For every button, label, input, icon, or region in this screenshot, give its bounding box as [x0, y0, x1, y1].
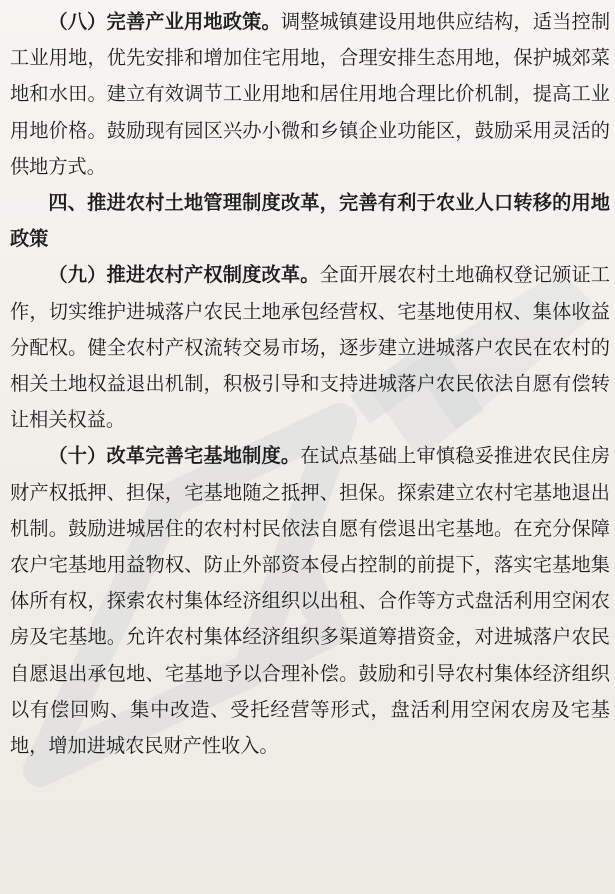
paragraph-9-text: 全面开展农村土地确权登记颁证工作，切实维护进城落户农民土地承包经营权、宅基地使用权、集体收益分配权。健全农村产权流转交易市场，逐步建立进城落户农民在农村的相关土地权益退出机制，积极引导和支持进城落户农民依法自愿有偿转让相关权益。: [10, 263, 611, 432]
paragraph-9-lead: （九）推进农村产权制度改革。: [48, 263, 320, 287]
document-body: [10, 4, 610, 764]
paragraph-10-lead: （十）改革完善宅基地制度。: [48, 444, 301, 468]
paragraph-8-text: 调整城镇建设用地供应结构，适当控制工业用地，优先安排和增加住宅用地，合理安排生态用地，保护城郊菜地和水田。建立有效调节工业用地和居住用地合理比价机制，提高工业用地价格。鼓励现有园区兴办小微和乡镇企业功能区，鼓励采用灵活的供地方式。: [10, 10, 611, 178]
paragraph-8: [10, 4, 610, 185]
paragraph-10: [10, 438, 610, 764]
paragraph-8-lead: （八）完善产业用地政策。: [48, 10, 281, 33]
section-4-heading: 四、推进农村土地管理制度改革，完善有利于农业人口转移的用地政策: [10, 191, 610, 251]
paragraph-9: [10, 257, 610, 438]
paragraph-10-text: 在试点基础上审慎稳妥推进农民住房财产权抵押、担保，宅基地随之抵押、担保。探索建立农村宅基地退出机制。鼓励进城居住的农村村民依法自愿有偿退出宅基地。在充分保障农户宅基地用益物权、防止外部资本侵占控制的前提下，落实宅基地集体所有权，探索农村集体经济组织以出租、合作等方式盘活利用空闲农房及宅基地。允许农村集体经济组织多渠道筹措资金，对进城落户农民自愿退出承包地、宅基地予以合理补偿。鼓励和引导农村集体经济组织以有偿回购、集中改造、受托经营等形式，盘活利用空闲农房及宅基地，增加进城农民财产性收入。: [10, 444, 611, 758]
